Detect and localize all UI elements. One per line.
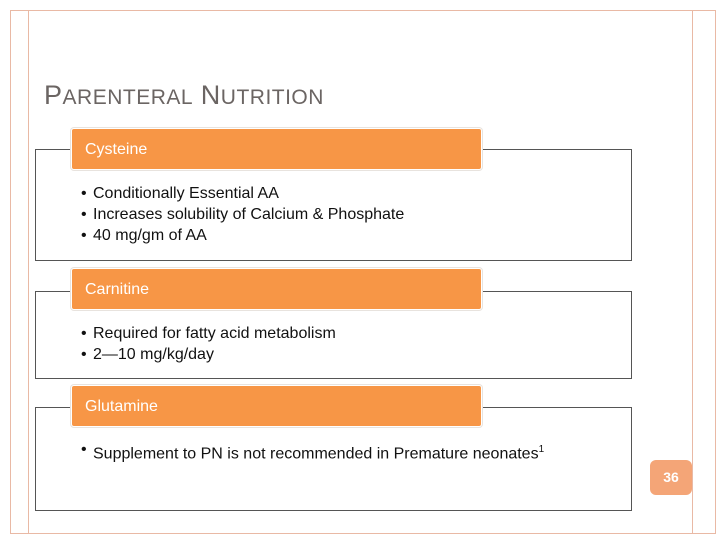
bullet-text: Conditionally Essential AA [93, 185, 279, 202]
bullet-glyph: • [81, 325, 87, 342]
slide-title [44, 80, 324, 113]
bullet-glyph: • [81, 227, 87, 244]
slide-left-rule [28, 10, 29, 534]
bullet-text: 2—10 mg/kg/day [93, 346, 214, 363]
title-rest-1: ARENTERAL [62, 86, 194, 109]
bullet-glyph: • [81, 346, 87, 363]
bullet-glyph: • [81, 441, 87, 458]
list-item [81, 344, 621, 365]
list-item [81, 225, 621, 246]
list-item [81, 204, 621, 225]
bullet-text: Supplement to PN is not recommended in Premature neonates [93, 445, 539, 463]
list-item [81, 183, 621, 204]
cysteine-heading: Cysteine [71, 128, 482, 170]
bullet-glyph: • [81, 185, 87, 202]
bullet-text: Required for fatty acid metabolism [93, 325, 336, 342]
slide-right-rule [692, 10, 693, 534]
title-initial-1: P [44, 80, 63, 110]
list-item [81, 439, 551, 464]
glutamine-bullet-list [81, 439, 551, 464]
page-number-badge: 36 [650, 460, 692, 495]
title-initial-2: N [200, 80, 221, 110]
list-item [81, 323, 621, 344]
title-rest-2: UTRITION [220, 86, 324, 109]
bullet-text: Increases solubility of Calcium & Phosphate [93, 206, 405, 223]
footnote-marker: 1 [538, 444, 545, 455]
carnitine-heading: Carnitine [71, 268, 482, 310]
bullet-text: 40 mg/gm of AA [93, 227, 207, 244]
cysteine-bullet-list [81, 183, 621, 246]
carnitine-bullet-list [81, 323, 621, 365]
glutamine-heading: Glutamine [71, 385, 482, 427]
bullet-glyph: • [81, 206, 87, 223]
